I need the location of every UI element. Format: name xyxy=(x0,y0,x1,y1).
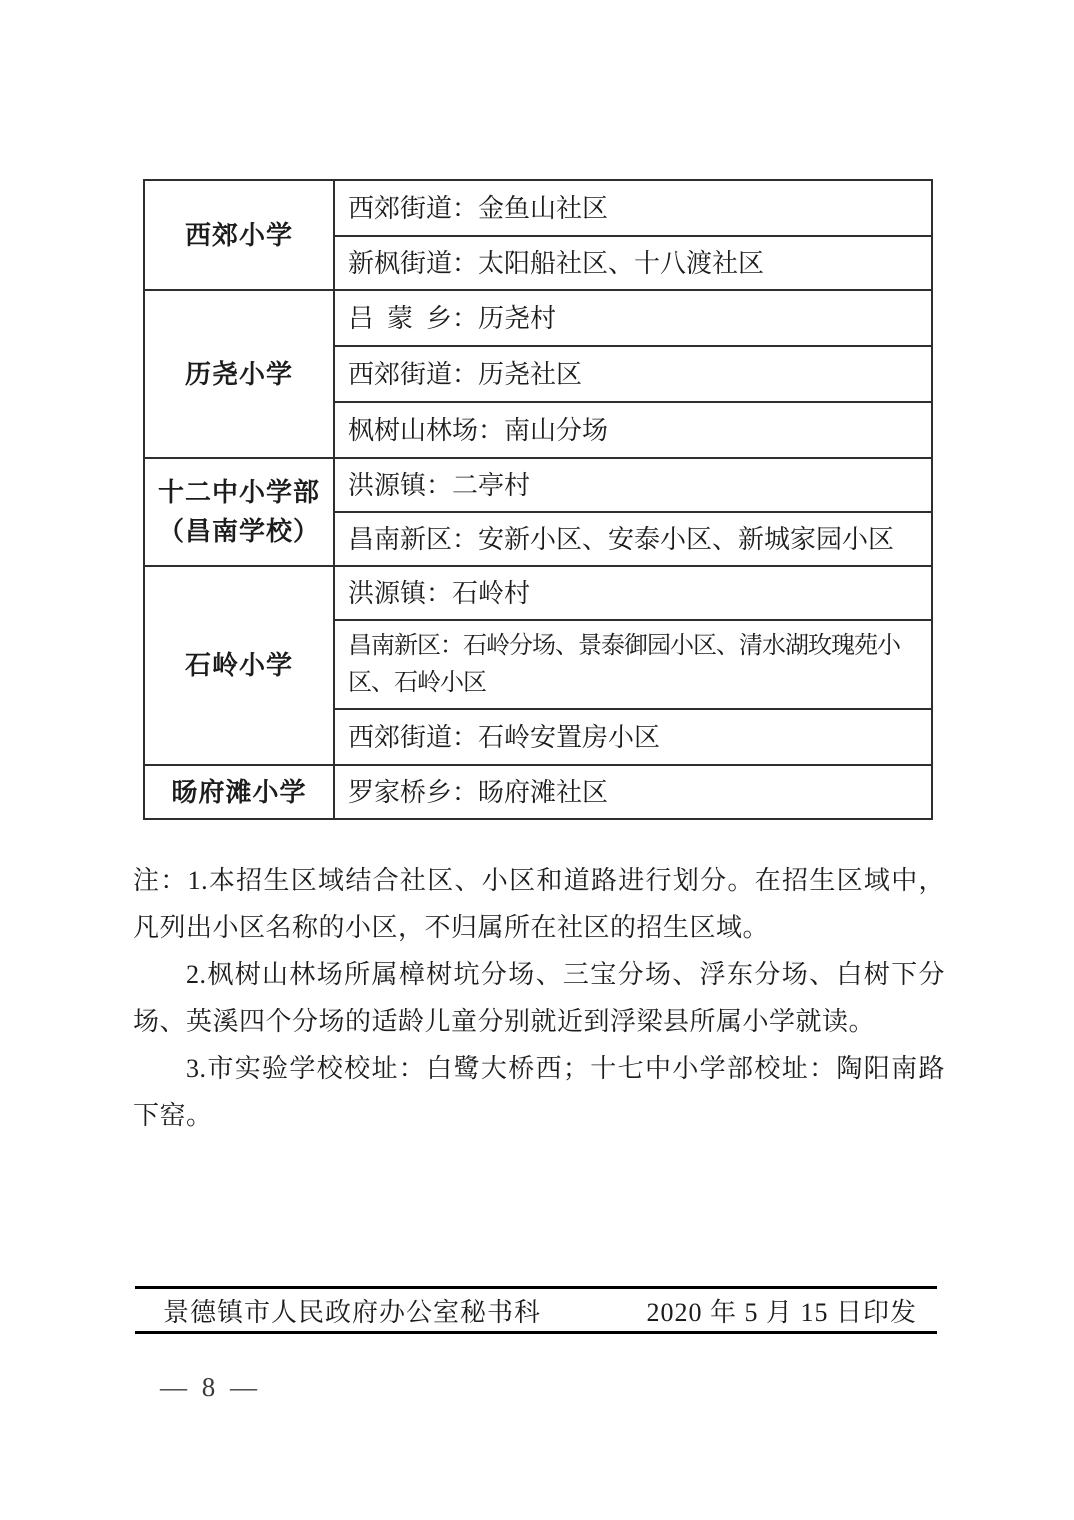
school-name-cell: 历尧小学 xyxy=(144,290,334,458)
district-cell: 新枫街道：太阳船社区、十八渡社区 xyxy=(334,236,932,290)
note-paragraph-2: 2.枫树山林场所属樟树坑分场、三宝分场、浮东分场、白树下分场、英溪四个分场的适龄儿童分别就近到浮梁县所属小学就读。 xyxy=(133,960,945,1036)
district-cell: 西郊街道：石岭安置房小区 xyxy=(334,709,932,765)
district-cell: 西郊街道：历尧社区 xyxy=(334,346,932,402)
table-row xyxy=(144,290,932,346)
table-row xyxy=(144,566,932,620)
notes-block xyxy=(133,857,945,1139)
table-row xyxy=(144,765,932,819)
district-cell: 昌南新区：石岭分场、景泰御园小区、清水湖玫瑰苑小区、石岭小区 xyxy=(334,620,932,709)
school-name-cell: 旸府滩小学 xyxy=(144,765,334,819)
page-number: — 8 — xyxy=(160,1372,261,1402)
note-paragraph-3: 3.市实验学校校址：白鹭大桥西；十七中小学部校址：陶阳南路下窑。 xyxy=(133,1054,945,1130)
district-cell: 枫树山林场：南山分场 xyxy=(334,402,932,458)
district-cell: 西郊街道：金鱼山社区 xyxy=(334,180,932,236)
district-cell: 洪源镇：石岭村 xyxy=(334,566,932,620)
enrollment-district-table xyxy=(143,179,933,820)
print-date: 2020 年 5 月 15 日印发 xyxy=(646,1297,917,1327)
issuing-office: 景德镇市人民政府办公室秘书科 xyxy=(163,1297,542,1327)
district-cell: 吕 蒙 乡：历尧村 xyxy=(334,290,932,346)
school-name-cell: 西郊小学 xyxy=(144,180,334,290)
district-cell: 罗家桥乡：旸府滩社区 xyxy=(334,765,932,819)
district-cell: 洪源镇：二亭村 xyxy=(334,458,932,512)
table-row xyxy=(144,180,932,236)
colophon-bar xyxy=(135,1286,937,1334)
table-row xyxy=(144,458,932,512)
note-paragraph-1: 注：1.本招生区域结合社区、小区和道路进行划分。在招生区域中，凡列出小区名称的小区，不归属所在社区的招生区域。 xyxy=(133,866,945,942)
district-cell: 昌南新区：安新小区、安泰小区、新城家园小区 xyxy=(334,512,932,566)
school-name-cell: 石岭小学 xyxy=(144,566,334,765)
school-name-cell: 十二中小学部（昌南学校） xyxy=(144,458,334,566)
